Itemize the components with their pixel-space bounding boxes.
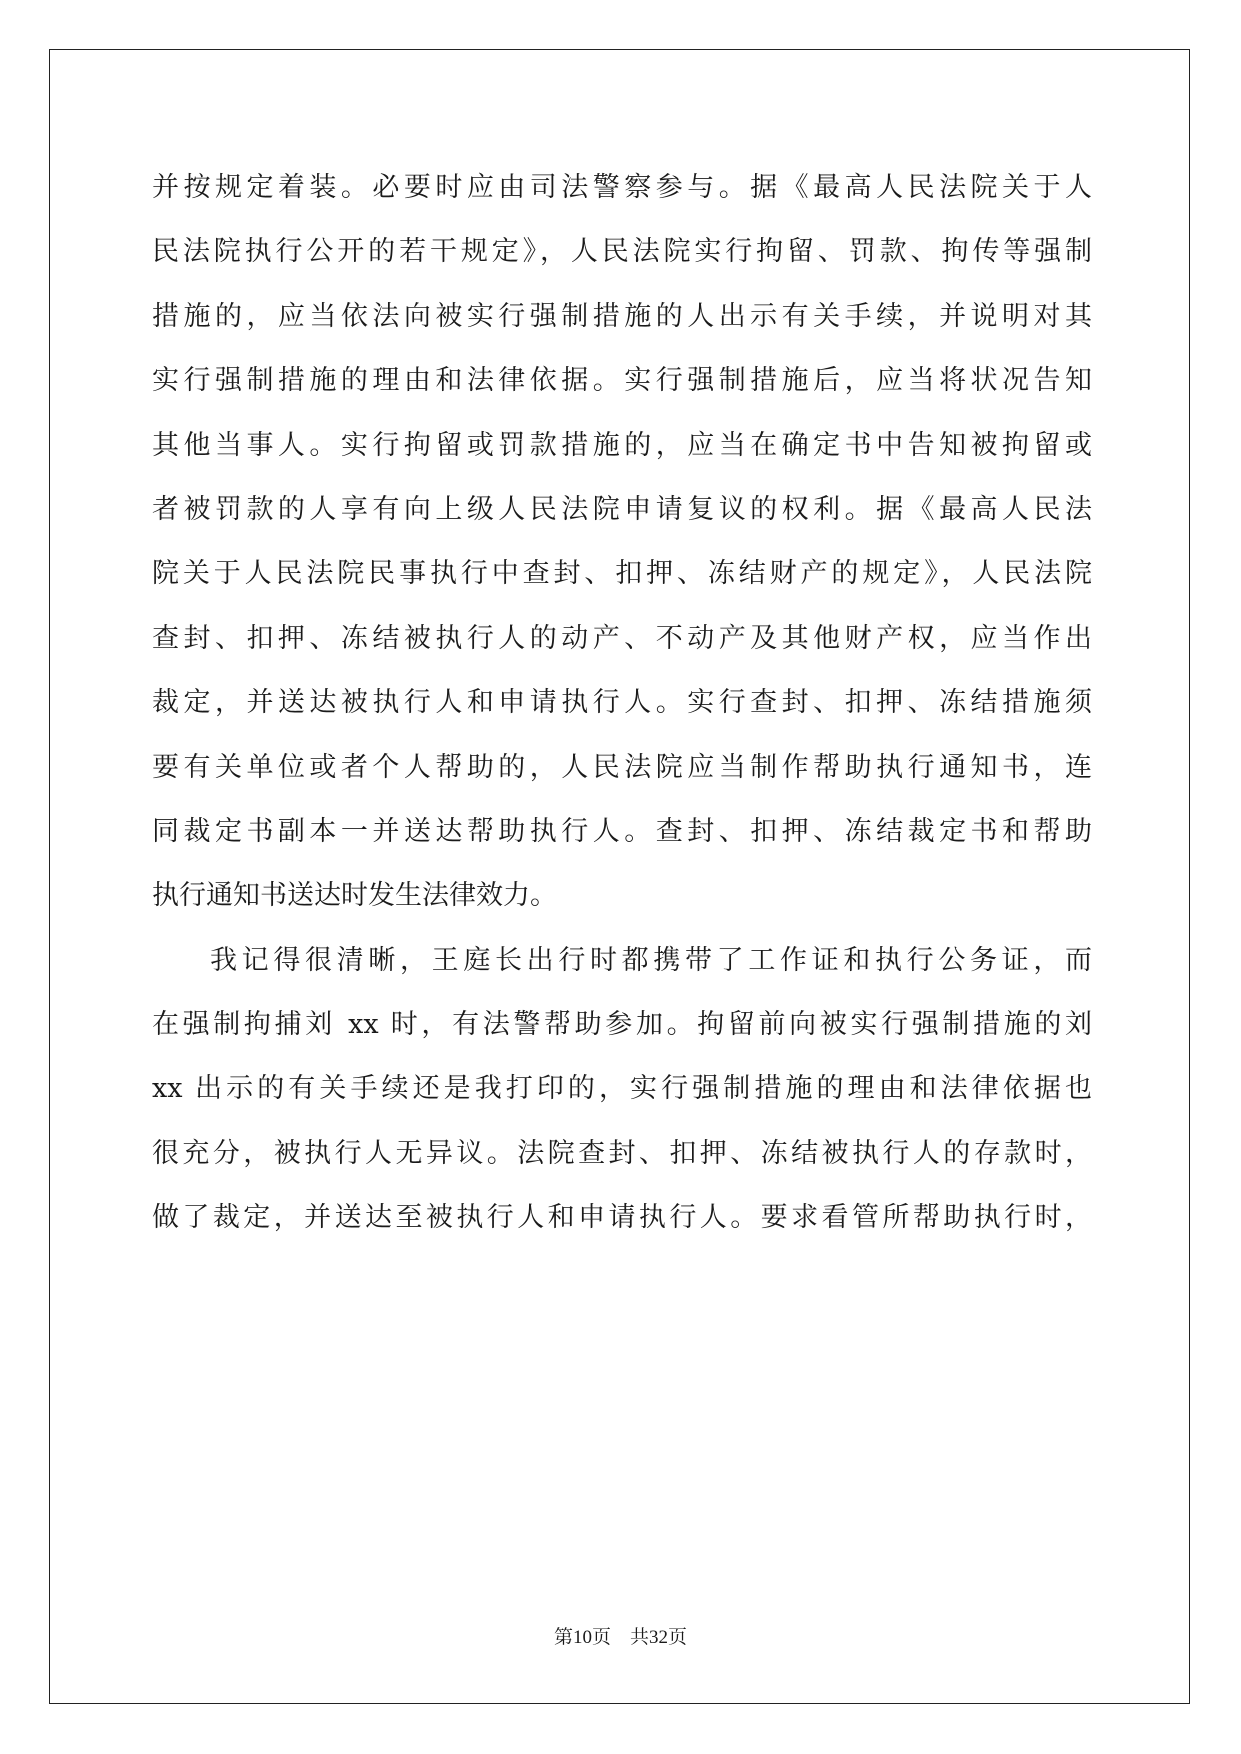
paragraph-1-line-12: 执行通知书送达时发生法律效力。 bbox=[152, 880, 557, 912]
paragraph-1-line-5: 其他当事人。实行拘留或罚款措施的，应当在确定书中告知被拘留或 bbox=[152, 429, 1092, 461]
paragraph-1-line-10: 要有关单位或者个人帮助的，人民法院应当制作帮助执行通知书，连 bbox=[152, 751, 1092, 783]
paragraph-1-line-2: 民法院执行公开的若干规定》，人民法院实行拘留、罚款、拘传等强制 bbox=[152, 236, 1092, 268]
paragraph-2-line-4: 很充分，被执行人无异议。法院查封、扣押、冻结被执行人的存款时， bbox=[152, 1137, 1092, 1169]
paragraph-1-line-1: 并按规定着装。必要时应由司法警察参与。据《最高人民法院关于人 bbox=[152, 172, 1092, 203]
page-number-footer: 第10页 共32页 bbox=[553, 1627, 687, 1648]
paragraph-2-line-2: 在强制拘捕刘 xx 时，有法警帮助参加。拘留前向被实行强制措施的刘 bbox=[152, 1009, 1092, 1041]
document-body bbox=[152, 156, 1092, 1251]
paragraph-2-line-1: 我记得很清晰，王庭长出行时都携带了工作证和执行公务证，而 bbox=[210, 944, 1092, 976]
paragraph-1-line-8: 查封、扣押、冻结被执行人的动产、不动产及其他财产权，应当作出 bbox=[152, 622, 1092, 654]
paragraph-2-line-5: 做了裁定，并送达至被执行人和申请执行人。要求看管所帮助执行时， bbox=[152, 1202, 1092, 1234]
paragraph-1-line-7: 院关于人民法院民事执行中查封、扣押、冻结财产的规定》，人民法院 bbox=[152, 558, 1092, 590]
paragraph-1-line-9: 裁定，并送达被执行人和申请执行人。实行查封、扣押、冻结措施须 bbox=[152, 687, 1092, 719]
paragraph-2-line-3: xx 出示的有关手续还是我打印的，实行强制措施的理由和法律依据也 bbox=[152, 1073, 1092, 1105]
paragraph-1-line-11: 同裁定书副本一并送达帮助执行人。查封、扣押、冻结裁定书和帮助 bbox=[152, 815, 1092, 847]
paragraph-1-line-4: 实行强制措施的理由和法律依据。实行强制措施后，应当将状况告知 bbox=[152, 365, 1092, 397]
paragraph-1-line-3: 措施的，应当依法向被实行强制措施的人出示有关手续，并说明对其 bbox=[152, 300, 1092, 332]
paragraph-1-line-6: 者被罚款的人享有向上级人民法院申请复议的权利。据《最高人民法 bbox=[152, 493, 1092, 525]
